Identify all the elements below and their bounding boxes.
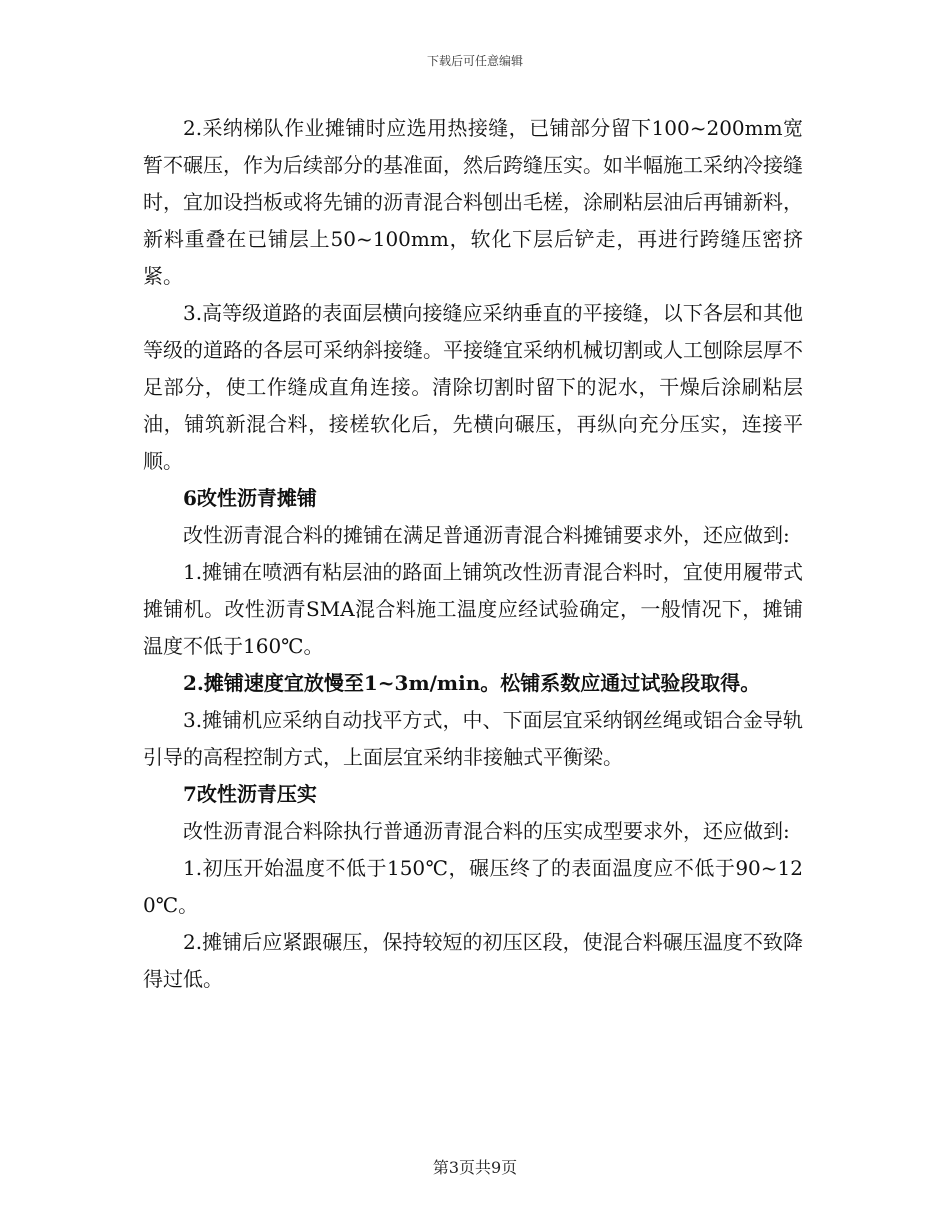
section-heading-paving: 6改性沥青摊铺	[183, 486, 317, 510]
paragraph-compaction-item-2: 2.摊铺后应紧跟碾压，保持较短的初压区段，使混合料碾压温度不致降得过低。	[143, 930, 803, 991]
paragraph-compaction-intro: 改性沥青混合料除执行普通沥青混合料的压实成型要求外，还应做到:	[183, 819, 790, 843]
paragraph-paving-intro: 改性沥青混合料的摊铺在满足普通沥青混合料摊铺要求外，还应做到:	[183, 523, 790, 547]
page-header: 下载后可任意编辑	[426, 54, 523, 68]
paragraph-transverse-joint: 3.高等级道路的表面层横向接缝应采纳垂直的平接缝，以下各层和其他等级的道路的各层可采纳斜接缝。平接缝宜采纳机械切割或人工刨除层厚不足部分，使工作缝成直角连接。清除切割时留下的泥水，干燥后涂刷粘层油，铺筑新混合料，接槎软化后，先横向碾压，再纵向充分压实，连接平顺。	[143, 301, 803, 473]
paragraph-paving-item-1: 1.摊铺在喷洒有粘层油的路面上铺筑改性沥青混合料时，宜使用履带式摊铺机。改性沥青SMA混合料施工温度应经试验确定，一般情况下，摊铺温度不低于160℃。	[143, 560, 803, 658]
paragraph-compaction-item-1: 1.初压开始温度不低于150℃，碾压终了的表面温度应不低于90~120℃。	[143, 856, 803, 917]
paragraph-paving-item-3: 3.摊铺机应采纳自动找平方式，中、下面层宜采纳钢丝绳或铝合金导轨引导的高程控制方式，上面层宜采纳非接触式平衡梁。	[143, 708, 803, 769]
paragraph-hot-joint: 2.采纳梯队作业摊铺时应选用热接缝，已铺部分留下100~200mm宽暂不碾压，作为后续部分的基准面，然后跨缝压实。如半幅施工采纳冷接缝时，宜加设挡板或将先铺的沥青混合料刨出毛槎，涂刷粘层油后再铺新料，新料重叠在已铺层上50~100mm，软化下层后铲走，再进行跨缝压密挤紧。	[143, 116, 803, 288]
document-body	[143, 110, 803, 998]
section-heading-compaction: 7改性沥青压实	[183, 782, 317, 806]
paragraph-paving-item-2: 2.摊铺速度宜放慢至1~3m/min。松铺系数应通过试验段取得。	[183, 671, 761, 695]
page-number: 第3页共9页	[432, 1158, 518, 1177]
